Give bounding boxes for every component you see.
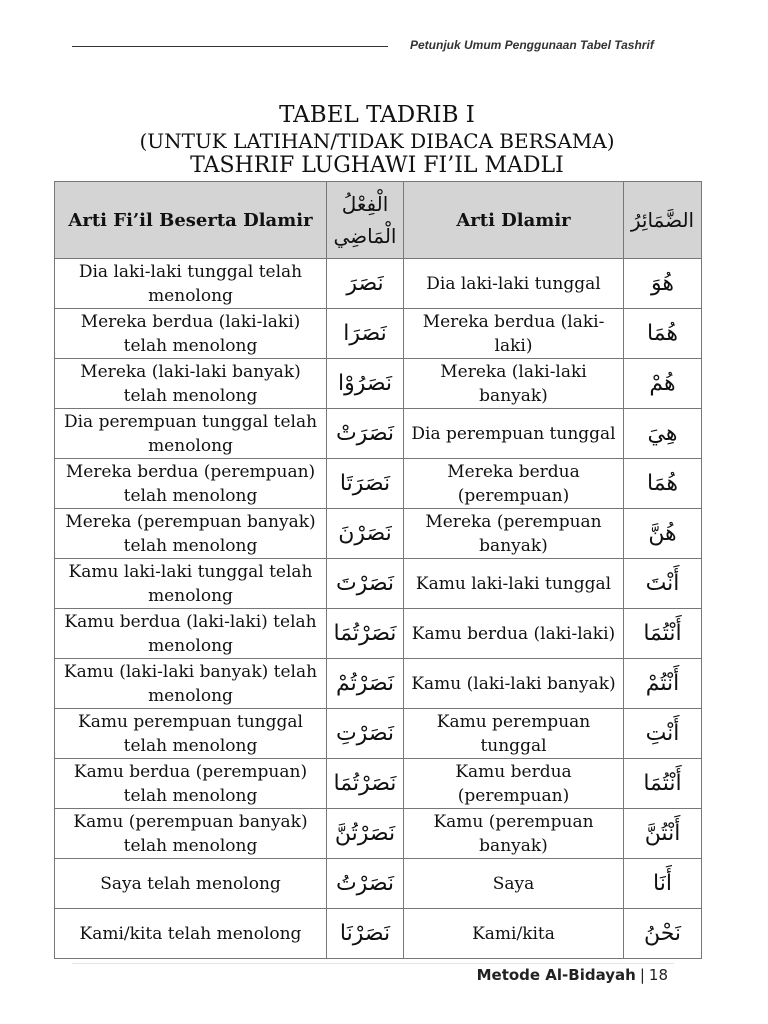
arti-dlamir-cell: Mereka (laki-laki banyak)	[404, 359, 624, 409]
arti-dlamir-cell: Mereka berdua (perempuan)	[404, 459, 624, 509]
table-row	[55, 859, 702, 909]
dlamir-cell: أَنْتُمْ	[624, 659, 702, 709]
table-row	[55, 759, 702, 809]
table-row	[55, 459, 702, 509]
fiil-madli-cell: نَصَرَتْ	[327, 409, 404, 459]
dlamir-cell: هُمْ	[624, 359, 702, 409]
arti-fiil-cell: Kamu perempuan tunggal telah menolong	[55, 709, 327, 759]
table-row	[55, 409, 702, 459]
arti-fiil-cell: Kamu berdua (perempuan) telah menolong	[55, 759, 327, 809]
fiil-madli-cell: نَصَرْتِ	[327, 709, 404, 759]
arti-dlamir-cell: Kamu berdua (laki-laki)	[404, 609, 624, 659]
arti-fiil-cell: Kamu (laki-laki banyak) telah menolong	[55, 659, 327, 709]
dlamir-cell: أَنْتَ	[624, 559, 702, 609]
arti-dlamir-cell: Dia laki-laki tunggal	[404, 259, 624, 309]
dlamir-cell: هِيَ	[624, 409, 702, 459]
arti-fiil-cell: Mereka berdua (perempuan) telah menolong	[55, 459, 327, 509]
page-number: 18	[648, 966, 668, 984]
fiil-madli-cell: نَصَرْتُ	[327, 859, 404, 909]
fiil-madli-cell: نَصَرْنَا	[327, 909, 404, 959]
table-row	[55, 709, 702, 759]
header-fiil-madli: الْفِعْلُ الْمَاضِي	[327, 182, 404, 259]
header-arti-fiil: Arti Fi’il Beserta Dlamir	[55, 182, 327, 259]
arti-dlamir-cell: Kamu berdua (perempuan)	[404, 759, 624, 809]
table-header-row	[55, 182, 702, 259]
arti-fiil-cell: Mereka berdua (laki-laki) telah menolong	[55, 309, 327, 359]
dlamir-cell: أَنَا	[624, 859, 702, 909]
arti-dlamir-cell: Kami/kita	[404, 909, 624, 959]
dlamir-cell: هُنَّ	[624, 509, 702, 559]
arti-fiil-cell: Saya telah menolong	[55, 859, 327, 909]
tashrif-table	[54, 181, 702, 959]
arti-dlamir-cell: Kamu (perempuan banyak)	[404, 809, 624, 859]
arti-dlamir-cell: Saya	[404, 859, 624, 909]
table-row	[55, 359, 702, 409]
fiil-madli-cell: نَصَرْتَ	[327, 559, 404, 609]
fiil-madli-cell: نَصَرْتُمَا	[327, 759, 404, 809]
book-title: Metode Al-Bidayah	[476, 966, 636, 984]
table-row	[55, 559, 702, 609]
dlamir-cell: أَنْتُمَا	[624, 759, 702, 809]
header-dlamir: الضَّمَائِرُ	[624, 182, 702, 259]
arti-fiil-cell: Mereka (laki-laki banyak) telah menolong	[55, 359, 327, 409]
arti-fiil-cell: Kami/kita telah menolong	[55, 909, 327, 959]
arti-fiil-cell: Kamu berdua (laki-laki) telah menolong	[55, 609, 327, 659]
table-title: TASHRIF LUGHAWI FI’IL MADLI	[190, 153, 564, 178]
page-subtitle: (UNTUK LATIHAN/TIDAK DIBACA BERSAMA)	[139, 129, 615, 153]
arti-fiil-cell: Dia perempuan tunggal telah menolong	[55, 409, 327, 459]
fiil-madli-cell: نَصَرُوْا	[327, 359, 404, 409]
fiil-madli-cell: نَصَرَتَا	[327, 459, 404, 509]
fiil-madli-cell: نَصَرَ	[327, 259, 404, 309]
footer-separator: |	[639, 966, 645, 984]
fiil-madli-cell: نَصَرْتُمْ	[327, 659, 404, 709]
table-row	[55, 909, 702, 959]
arti-dlamir-cell: Kamu (laki-laki banyak)	[404, 659, 624, 709]
table-row	[55, 659, 702, 709]
fiil-madli-cell: نَصَرَا	[327, 309, 404, 359]
arti-fiil-cell: Kamu laki-laki tunggal telah menolong	[55, 559, 327, 609]
fiil-madli-cell: نَصَرْنَ	[327, 509, 404, 559]
arti-fiil-cell: Dia laki-laki tunggal telah menolong	[55, 259, 327, 309]
dlamir-cell: هُمَا	[624, 459, 702, 509]
footer-rule	[72, 963, 674, 964]
dlamir-cell: هُمَا	[624, 309, 702, 359]
dlamir-cell: أَنْتُمَا	[624, 609, 702, 659]
fiil-madli-cell: نَصَرْتُمَا	[327, 609, 404, 659]
table-row	[55, 309, 702, 359]
dlamir-cell: أَنْتِ	[624, 709, 702, 759]
dlamir-cell: أَنْتُنَّ	[624, 809, 702, 859]
running-header: Petunjuk Umum Penggunaan Tabel Tashrif	[410, 38, 654, 52]
page-title: TABEL TADRIB I	[279, 102, 475, 128]
arti-fiil-cell: Mereka (perempuan banyak) telah menolong	[55, 509, 327, 559]
page-footer	[477, 966, 668, 984]
table-row	[55, 259, 702, 309]
header-rule	[72, 46, 388, 47]
table-body	[55, 259, 702, 959]
title-block	[54, 102, 700, 179]
table-row	[55, 809, 702, 859]
arti-dlamir-cell: Dia perempuan tunggal	[404, 409, 624, 459]
fiil-madli-cell: نَصَرْتُنَّ	[327, 809, 404, 859]
arti-dlamir-cell: Mereka (perempuan banyak)	[404, 509, 624, 559]
header-arti-dlamir: Arti Dlamir	[404, 182, 624, 259]
table-row	[55, 509, 702, 559]
table-row	[55, 609, 702, 659]
dlamir-cell: نَحْنُ	[624, 909, 702, 959]
arti-dlamir-cell: Mereka berdua (laki-laki)	[404, 309, 624, 359]
dlamir-cell: هُوَ	[624, 259, 702, 309]
arti-dlamir-cell: Kamu laki-laki tunggal	[404, 559, 624, 609]
arti-dlamir-cell: Kamu perempuan tunggal	[404, 709, 624, 759]
arti-fiil-cell: Kamu (perempuan banyak) telah menolong	[55, 809, 327, 859]
